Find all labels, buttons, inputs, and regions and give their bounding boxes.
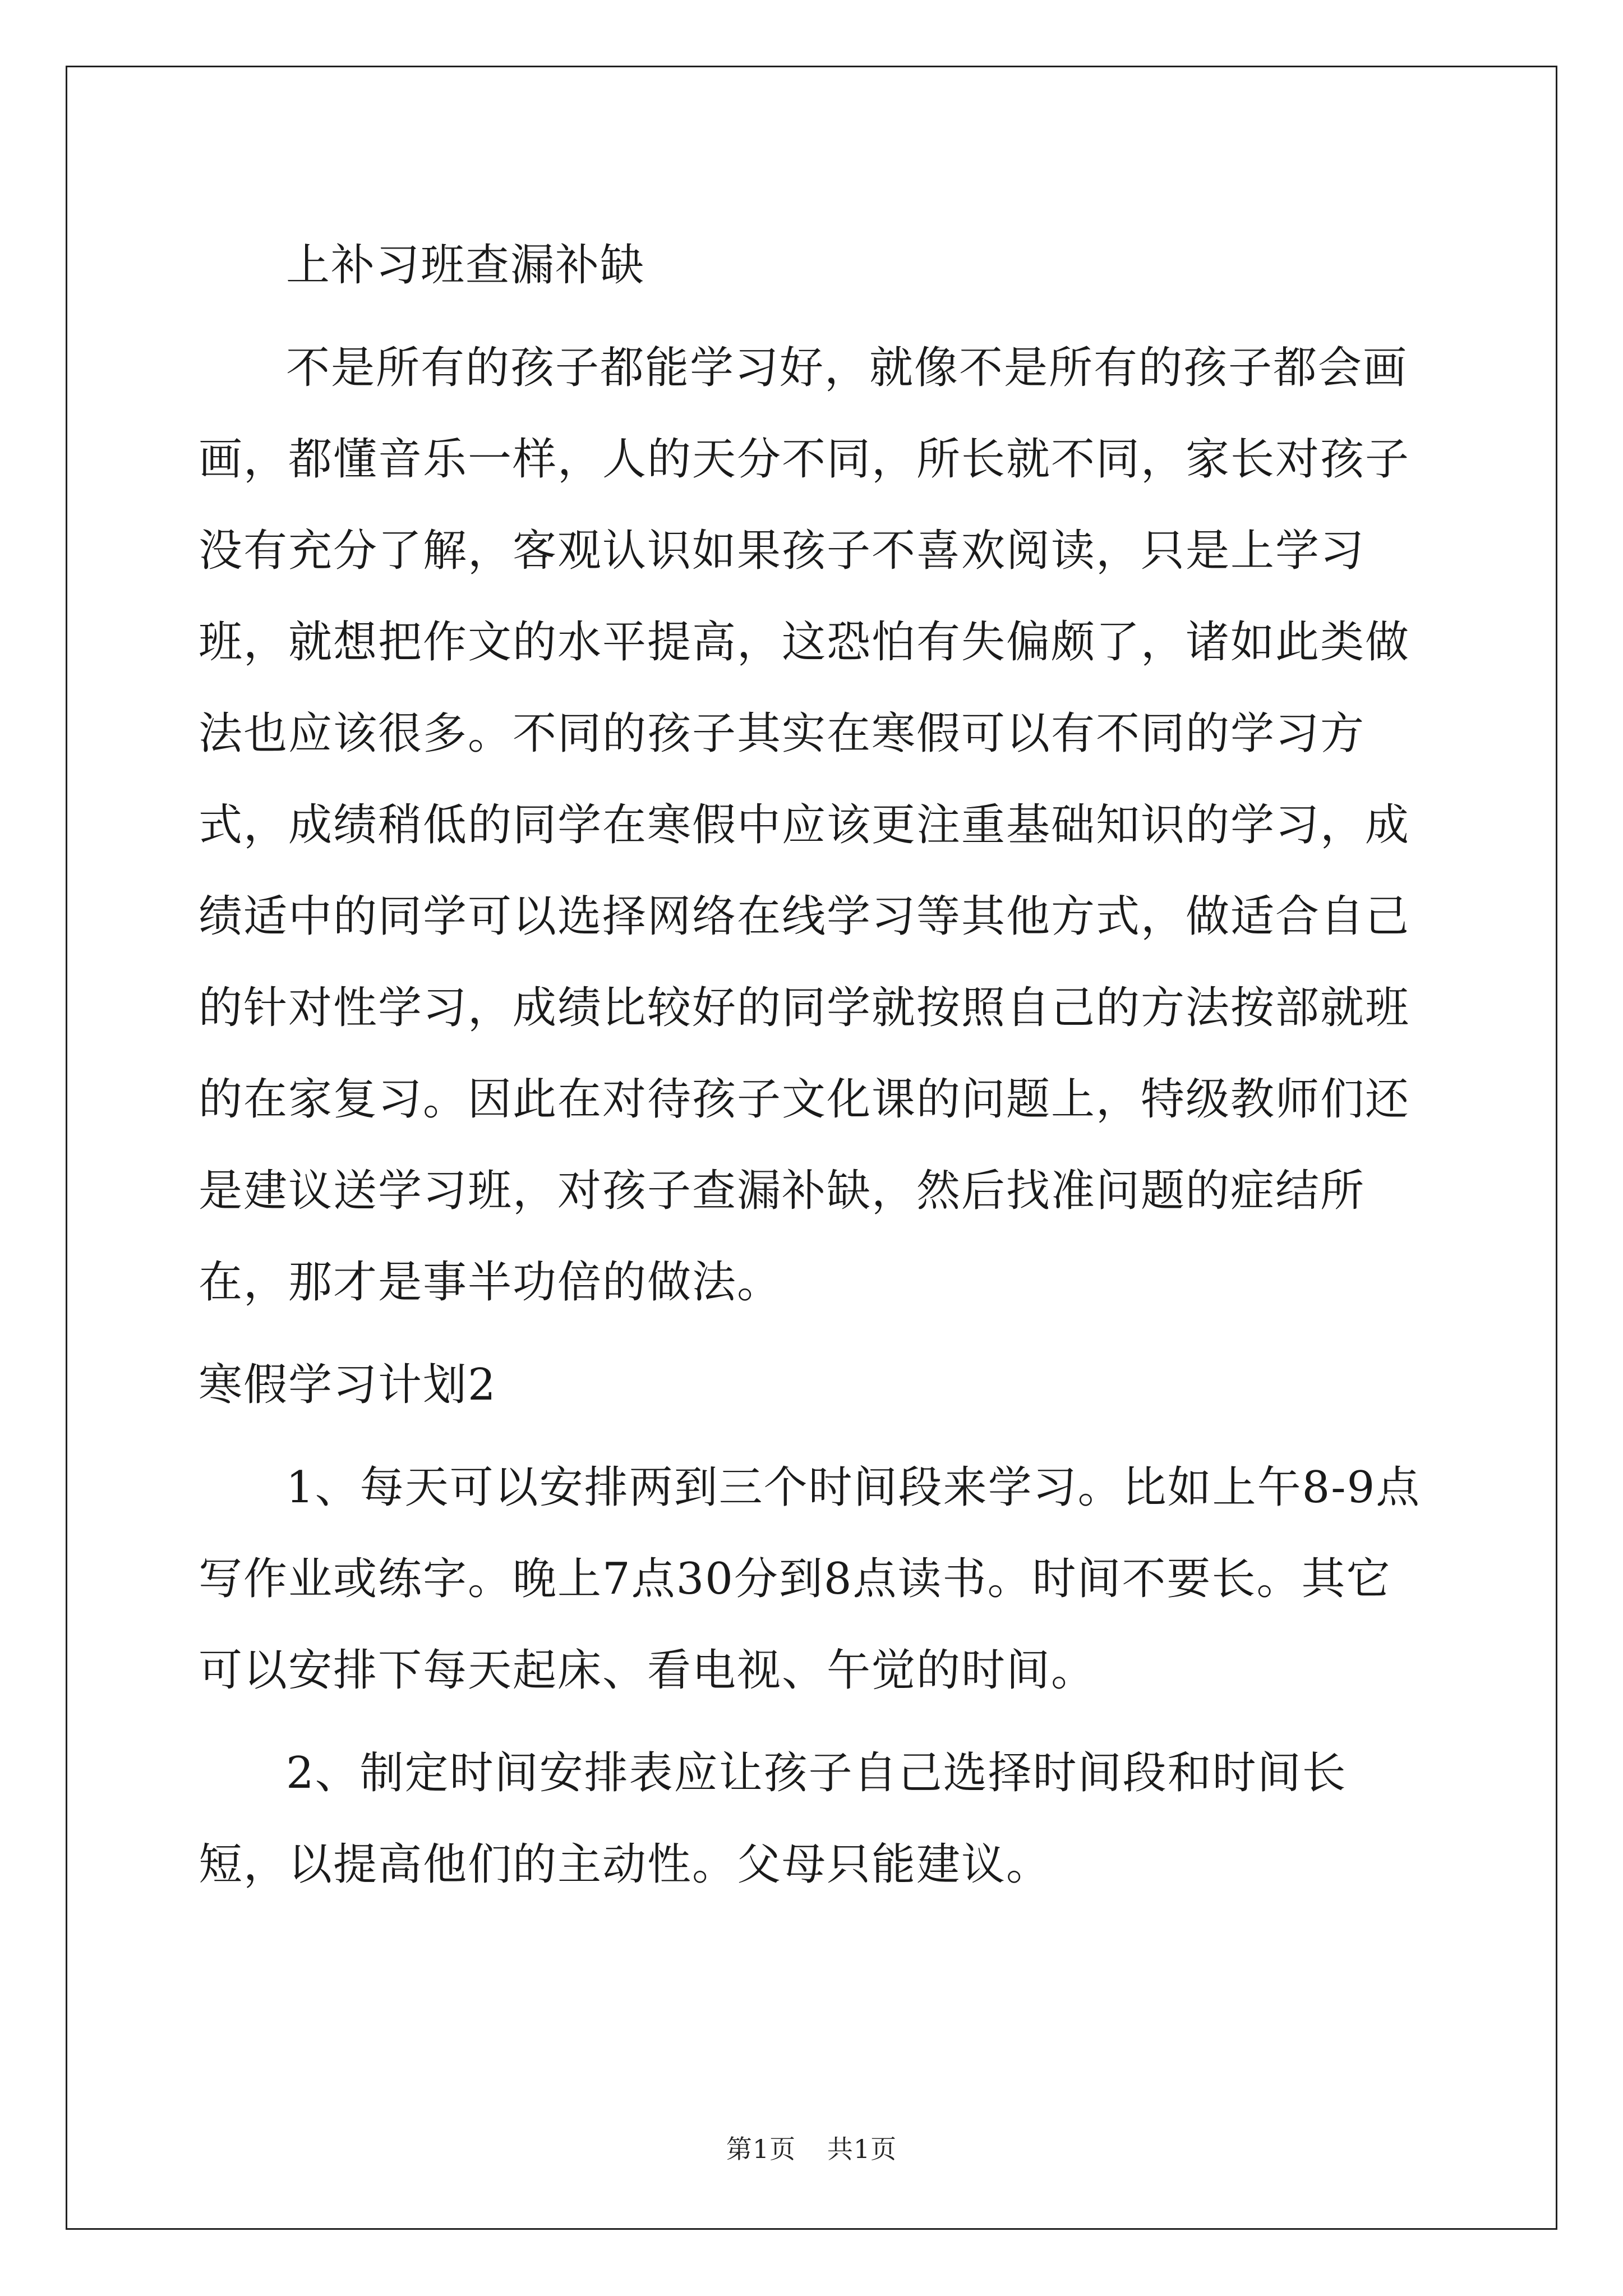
paragraph-plan-item-2: 2、制定时间安排表应让孩子自己选择时间段和时间长短，以提高他们的主动性。父母只能建议。 [199, 1748, 1347, 1890]
paragraph-plan-item-1: 1、每天可以安排两到三个时间段来学习。比如上午8-9点写作业或练字。晚上7点30分到8点读书。时间不要长。其它可以安排下每天起床、看电视、午觉的时间。 [199, 1462, 1421, 1696]
paragraph-tutoring: 不是所有的孩子都能学习好，就像不是所有的孩子都会画画，都懂音乐一样，人的天分不同，所长就不同，家长对孩子没有充分了解，客观认识如果孩子不喜欢阅读，只是上学习班，就想把作文的水平提高，这恐怕有失偏颇了，诸如此类做法也应该很多。不同的孩子其实在寒假可以有不同的学习方式，成绩稍低的同学在寒假中应该更注重基础知识的学习，成绩适中的同学可以选择网络在线学习等其他方式，做适合自己的针对性学习，成绩比较好的同学就按照自己的方法按部就班的在家复习。因此在对待孩子文化课的问题上，特级教师们还是建议送学习班，对孩子查漏补缺，然后找准问题的症结所在，那才是事半功倍的做法。 [199, 343, 1410, 1308]
heading-tutoring: 上补习班查漏补缺 [286, 240, 645, 291]
heading-winter-plan: 寒假学习计划2 [199, 1360, 497, 1410]
page-number-total: 共1页 [827, 2134, 897, 2164]
page-number-current: 第1页 [726, 2134, 796, 2164]
document-body [199, 220, 1436, 1911]
page-footer [0, 2129, 1623, 2166]
